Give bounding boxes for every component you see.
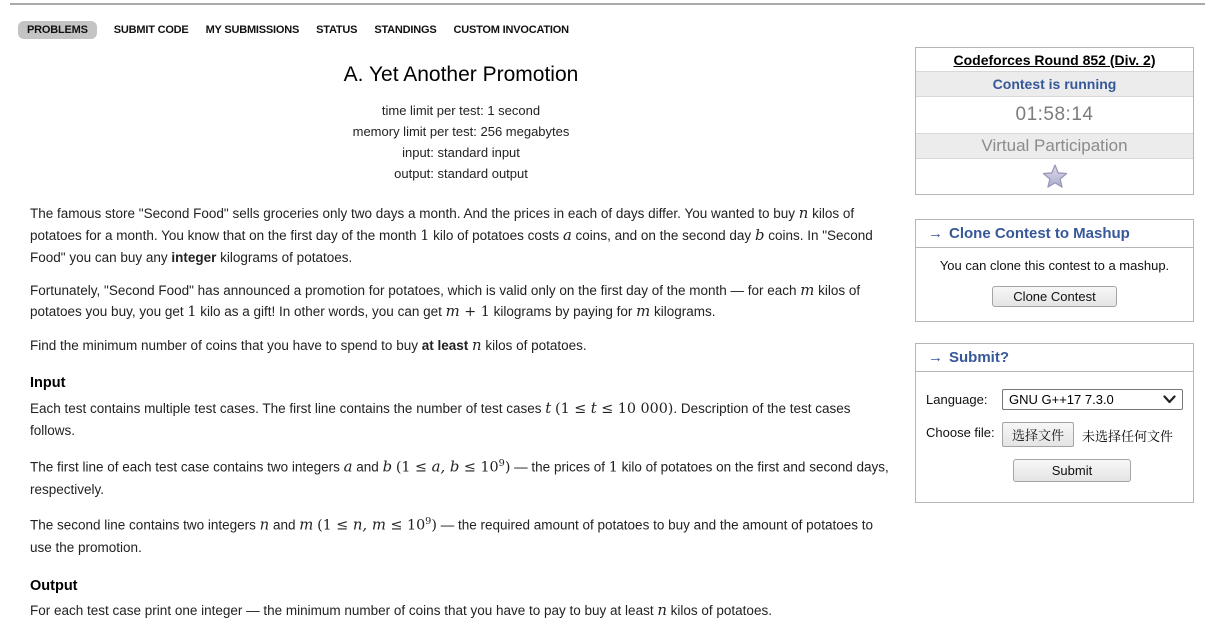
choose-file-row [926,422,1183,447]
language-select[interactable] [1002,389,1183,410]
choose-file-label: Choose file: [926,425,995,440]
participation-mode: Virtual Participation [916,133,1193,158]
arrow-right-icon: → [928,225,943,242]
star-icon[interactable] [1042,164,1068,189]
file-status-text: 未选择任何文件 [1082,429,1174,444]
choose-file-button[interactable]: 选择文件 [1002,422,1074,447]
tab-submit-code[interactable]: SUBMIT CODE [113,24,189,36]
clone-box-body [916,248,1193,321]
problem-statement [30,203,892,622]
favorite-row [916,158,1193,194]
clone-box-text: You can clone this contest to a mashup. [939,258,1170,273]
language-label: Language: [926,392,988,407]
memory-limit: memory limit per test: 256 megabytes [352,124,570,139]
statement-paragraph: The famous store "Second Food" sells groceries only two days a month. And the prices in each of days differ. You wanted to buy n kilos of potatoes for a month. You know that on the first day of the month 1 kilo of potatoes costs a coins, and on the second day b coins. In "Second Food" you can buy any integer kilograms of potatoes. [30,204,873,265]
submit-button[interactable]: Submit [1013,459,1131,482]
top-divider [10,3,1205,5]
problem-limits [30,100,892,184]
output-paragraph: For each test case print one integer — the minimum number of coins that you have to pay to buy at least n kilos of potatoes. [30,601,772,619]
arrow-right-icon: → [928,349,943,366]
contest-title-row [916,48,1193,71]
chevron-down-icon [1163,395,1176,404]
submit-box [915,343,1194,503]
statement-paragraph: Fortunately, "Second Food" has announced a promotion for potatoes, which is valid only on the first day of the month — for each m kilos of potatoes you buy, you get 1 kilo as a gift! In other words, you can get m + 1 kilograms by paying for m kilograms. [30,280,861,320]
clone-box-title: Clone Contest to Mashup [949,225,1130,242]
language-selected-value: GNU G++17 7.3.0 [1009,392,1114,407]
contest-info-box [915,47,1194,195]
contest-tab-bar [18,21,569,39]
problem-title: A. Yet Another Promotion [343,63,579,86]
time-limit: time limit per test: 1 second [381,103,541,118]
input-paragraph: Each test contains multiple test cases. The first line contains the number of test cases t (1 ≤ t ≤ 10 000). Description of the test cases follows. [30,398,851,438]
contest-title-link[interactable]: Codeforces Round 852 (Div. 2) [953,51,1156,68]
submit-form [916,372,1193,502]
submit-box-header [916,344,1193,372]
clone-box-header [916,220,1193,248]
clone-contest-button[interactable]: Clone Contest [992,286,1116,307]
tab-problems[interactable]: PROBLEMS [18,21,97,39]
tab-custom-invocation[interactable]: CUSTOM INVOCATION [453,24,569,36]
input-paragraph: The first line of each test case contains two integers a and b (1 ≤ a, $b \le 10^9$) — the prices of 1 kilo of potatoes on the first and second days, respectively. [30,457,889,497]
contest-status: Contest is running [916,71,1193,96]
input-spec: input: standard input [402,145,520,160]
language-row [926,389,1183,410]
submit-row [1013,459,1183,482]
statement-paragraph: Find the minimum number of coins that you have to spend to buy at least n kilos of potatoes. [30,335,587,354]
tab-standings[interactable]: STANDINGS [374,24,437,36]
input-heading: Input [30,375,66,391]
output-spec: output: standard output [394,166,528,181]
problem-statement-panel [30,60,892,633]
submit-box-title: Submit? [949,349,1009,366]
tab-status[interactable]: STATUS [316,24,358,36]
tab-my-submissions[interactable]: MY SUBMISSIONS [205,24,300,36]
sidebar [915,47,1194,503]
contest-countdown-timer: 01:58:14 [916,96,1193,133]
output-heading: Output [30,577,78,594]
input-paragraph: The second line contains two integers n and m (1 ≤ n, $m \le 10^9$) — the required amount of potatoes to buy and the amount of potatoes to use the promotion. [30,515,873,555]
clone-contest-box [915,219,1194,322]
